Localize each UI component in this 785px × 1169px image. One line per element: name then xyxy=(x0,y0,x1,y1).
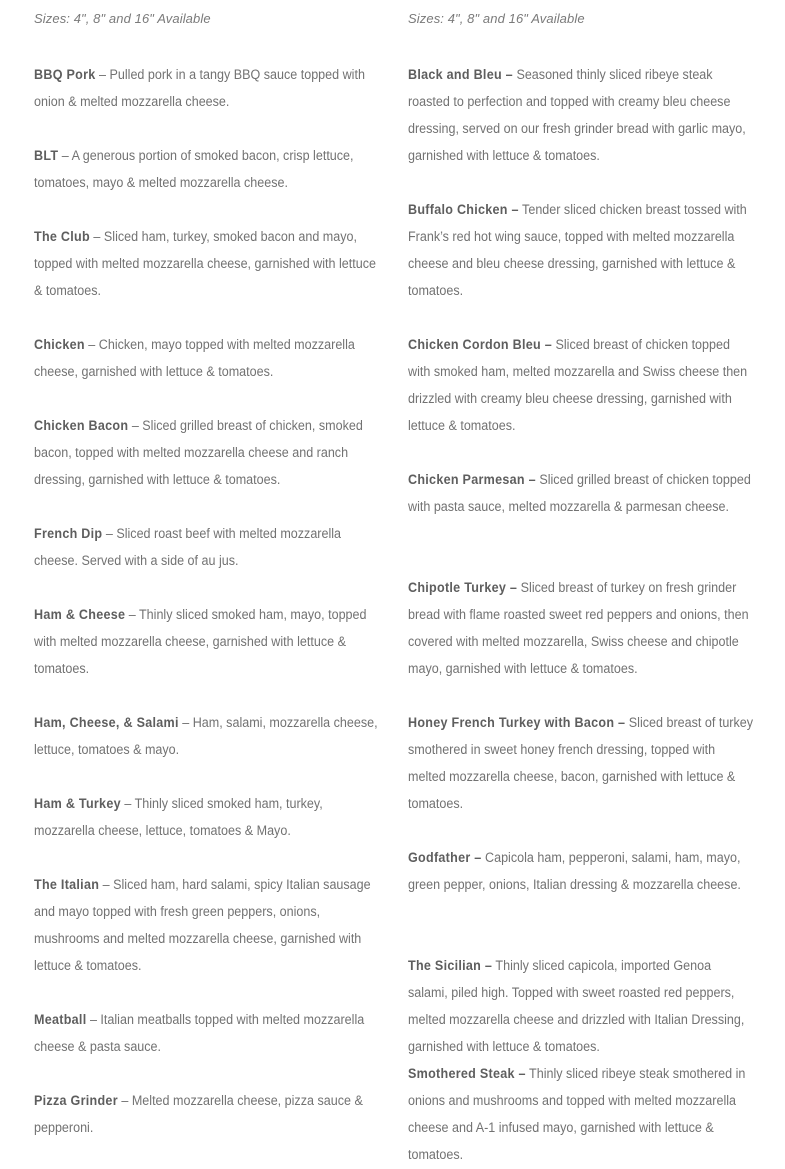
menu-item-honey-french-turkey-bacon xyxy=(408,709,754,817)
menu-item-buffalo-chicken xyxy=(408,196,754,304)
menu-item-black-and-bleu xyxy=(408,61,754,169)
menu-item-description: Sliced ham, turkey, smoked bacon and mayo, topped with melted mozzarella cheese, garnished with lettuce & tomatoes. xyxy=(34,229,376,298)
menu-item-name: Smothered Steak – xyxy=(408,1066,526,1081)
menu-item-description: Melted mozzarella cheese, pizza sauce & pepperoni. xyxy=(34,1093,363,1135)
menu-item-description: A generous portion of smoked bacon, crisp lettuce, tomatoes, mayo & melted mozzarella cheese. xyxy=(34,148,354,190)
menu-item-name: The Italian xyxy=(34,877,100,892)
menu-item-blt: BLT – A generous portion of smoked bacon, crisp lettuce, tomatoes, mayo & melted mozzarella cheese. xyxy=(34,148,354,190)
menu-item-description: Thinly sliced smoked ham, turkey, mozzarella cheese, lettuce, tomatoes & Mayo. xyxy=(34,796,323,838)
sizes-note: Sizes: 4", 8" and 16" Available xyxy=(408,11,585,26)
menu-item-description: Seasoned thinly sliced ribeye steak roasted to perfection and topped with creamy bleu cheese dressing, served on our fresh grinder bread with garlic mayo, garnished with lettuce & tomatoes. xyxy=(408,67,746,163)
menu-item-meatball: Meatball – Italian meatballs topped with melted mozzarella cheese & pasta sauce. xyxy=(34,1012,365,1054)
menu-item-the-italian: The Italian – Sliced ham, hard salami, spicy Italian sausage and mayo topped with fresh green peppers, onions, mushrooms and melted mozzarella cheese, garnished with lettuce & tomatoes. xyxy=(34,877,371,973)
menu-item-smothered-steak xyxy=(408,1060,754,1168)
menu-item-description: Tender sliced chicken breast tossed with Frank’s red hot wing sauce, topped with melted mozzarella cheese and bleu cheese dressing, garnished with lettuce & tomatoes. xyxy=(408,202,747,298)
menu-item-name: Buffalo Chicken – xyxy=(408,202,519,217)
menu-item-name: Honey French Turkey with Bacon – xyxy=(408,715,626,730)
menu-item-description: Sliced grilled breast of chicken, smoked bacon, topped with melted mozzarella cheese and ranch dressing, garnished with lettuce & tomatoes. xyxy=(34,418,363,487)
menu-item-description: Chicken, mayo topped with melted mozzarella cheese, garnished with lettuce & tomatoes. xyxy=(34,337,355,379)
menu-item-name: The Club xyxy=(34,229,90,244)
menu-item-description: Italian meatballs topped with melted mozzarella cheese & pasta sauce. xyxy=(34,1012,365,1054)
menu-item-godfather xyxy=(408,844,754,898)
menu-item-chicken: Chicken – Chicken, mayo topped with melted mozzarella cheese, garnished with lettuce & tomatoes. xyxy=(34,337,355,379)
menu-item-name: BBQ Pork xyxy=(34,67,96,82)
menu-item-name: Meatball xyxy=(34,1012,87,1027)
menu-item-chipotle-turkey xyxy=(408,574,754,682)
menu-item-chicken-cordon-bleu xyxy=(408,331,754,439)
menu-item-name: Ham & Turkey xyxy=(34,796,121,811)
menu-item-chicken-parmesan xyxy=(408,466,754,520)
menu-item-description: Pulled pork in a tangy BBQ sauce topped with onion & melted mozzarella cheese. xyxy=(34,67,365,109)
menu-item-description: Sliced roast beef with melted mozzarella cheese. Served with a side of au jus. xyxy=(34,526,342,568)
menu-item-name: Black and Bleu – xyxy=(408,67,513,82)
menu-item-description: Capicola ham, pepperoni, salami, ham, mayo, green pepper, onions, Italian dressing & mozzarella cheese. xyxy=(408,850,741,892)
menu-item-the-club: The Club – Sliced ham, turkey, smoked bacon and mayo, topped with melted mozzarella cheese, garnished with lettuce & tomatoes. xyxy=(34,229,376,298)
menu-item-description: Thinly sliced capicola, imported Genoa salami, piled high. Topped with sweet roasted red peppers, melted mozzarella cheese and drizzled with Italian Dressing, garnished with lettuce & tomatoes. xyxy=(408,958,745,1054)
menu-item-name: Chicken xyxy=(34,337,85,352)
menu-item-bbq-pork: BBQ Pork – Pulled pork in a tangy BBQ sauce topped with onion & melted mozzarella cheese. xyxy=(34,67,365,109)
menu-item-chicken-bacon: Chicken Bacon – Sliced grilled breast of chicken, smoked bacon, topped with melted mozzarella cheese and ranch dressing, garnished with lettuce & tomatoes. xyxy=(34,418,363,487)
menu-item-name: Chicken Cordon Bleu – xyxy=(408,337,552,352)
sizes-note: Sizes: 4", 8" and 16" Available xyxy=(34,11,211,26)
menu-item-description: Sliced breast of chicken topped with smoked ham, melted mozzarella and Swiss cheese then drizzled with creamy bleu cheese dressing, garnished with lettuce & tomatoes. xyxy=(408,337,748,433)
menu-item-description: Sliced breast of turkey on fresh grinder bread with flame roasted sweet red peppers and onions, then covered with melted mozzarella, Swiss cheese and chipotle mayo, garnished with lettuce & tomatoes. xyxy=(408,580,749,676)
menu-item-description: Sliced breast of turkey smothered in sweet honey french dressing, topped with melted mozzarella cheese, bacon, garnished with lettuce & tomatoes. xyxy=(408,715,754,811)
menu-item-ham-cheese-salami: Ham, Cheese, & Salami – Ham, salami, mozzarella cheese, lettuce, tomatoes & mayo. xyxy=(34,715,378,757)
menu-item-name: French Dip xyxy=(34,526,103,541)
menu-item-description: Thinly sliced ribeye steak smothered in onions and mushrooms and topped with melted mozzarella cheese and A-1 infused mayo, garnished with lettuce & tomatoes. xyxy=(408,1066,746,1162)
menu-item-ham-cheese: Ham & Cheese – Thinly sliced smoked ham, mayo, topped with melted mozzarella cheese, garnished with lettuce & tomatoes. xyxy=(34,607,367,676)
menu-item-name: Ham, Cheese, & Salami xyxy=(34,715,179,730)
menu-item-the-sicilian xyxy=(408,952,754,1060)
menu-item-name: Godfather – xyxy=(408,850,482,865)
menu-item-description: Thinly sliced smoked ham, mayo, topped with melted mozzarella cheese, garnished with lettuce & tomatoes. xyxy=(34,607,367,676)
menu-item-french-dip: French Dip – Sliced roast beef with melted mozzarella cheese. Served with a side of au jus. xyxy=(34,526,342,568)
menu-item-name: The Sicilian – xyxy=(408,958,493,973)
menu-item-name: BLT xyxy=(34,148,59,163)
menu-item-ham-turkey: Ham & Turkey – Thinly sliced smoked ham, turkey, mozzarella cheese, lettuce, tomatoes & Mayo. xyxy=(34,796,323,838)
menu-item-description: Sliced ham, hard salami, spicy Italian sausage and mayo topped with fresh green peppers, onions, mushrooms and melted mozzarella cheese, garnished with lettuce & tomatoes. xyxy=(34,877,371,973)
menu-item-name: Ham & Cheese xyxy=(34,607,126,622)
menu-item-description: Sliced grilled breast of chicken topped with pasta sauce, melted mozzarella & parmesan cheese. xyxy=(408,472,751,514)
menu-item-name: Chicken Bacon xyxy=(34,418,129,433)
menu-item-pizza-grinder: Pizza Grinder – Melted mozzarella cheese, pizza sauce & pepperoni. xyxy=(34,1093,363,1135)
menu-item-name: Pizza Grinder xyxy=(34,1093,118,1108)
menu-item-description: Ham, salami, mozzarella cheese, lettuce, tomatoes & mayo. xyxy=(34,715,378,757)
menu-item-name: Chipotle Turkey – xyxy=(408,580,518,595)
menu-item-name: Chicken Parmesan – xyxy=(408,472,536,487)
